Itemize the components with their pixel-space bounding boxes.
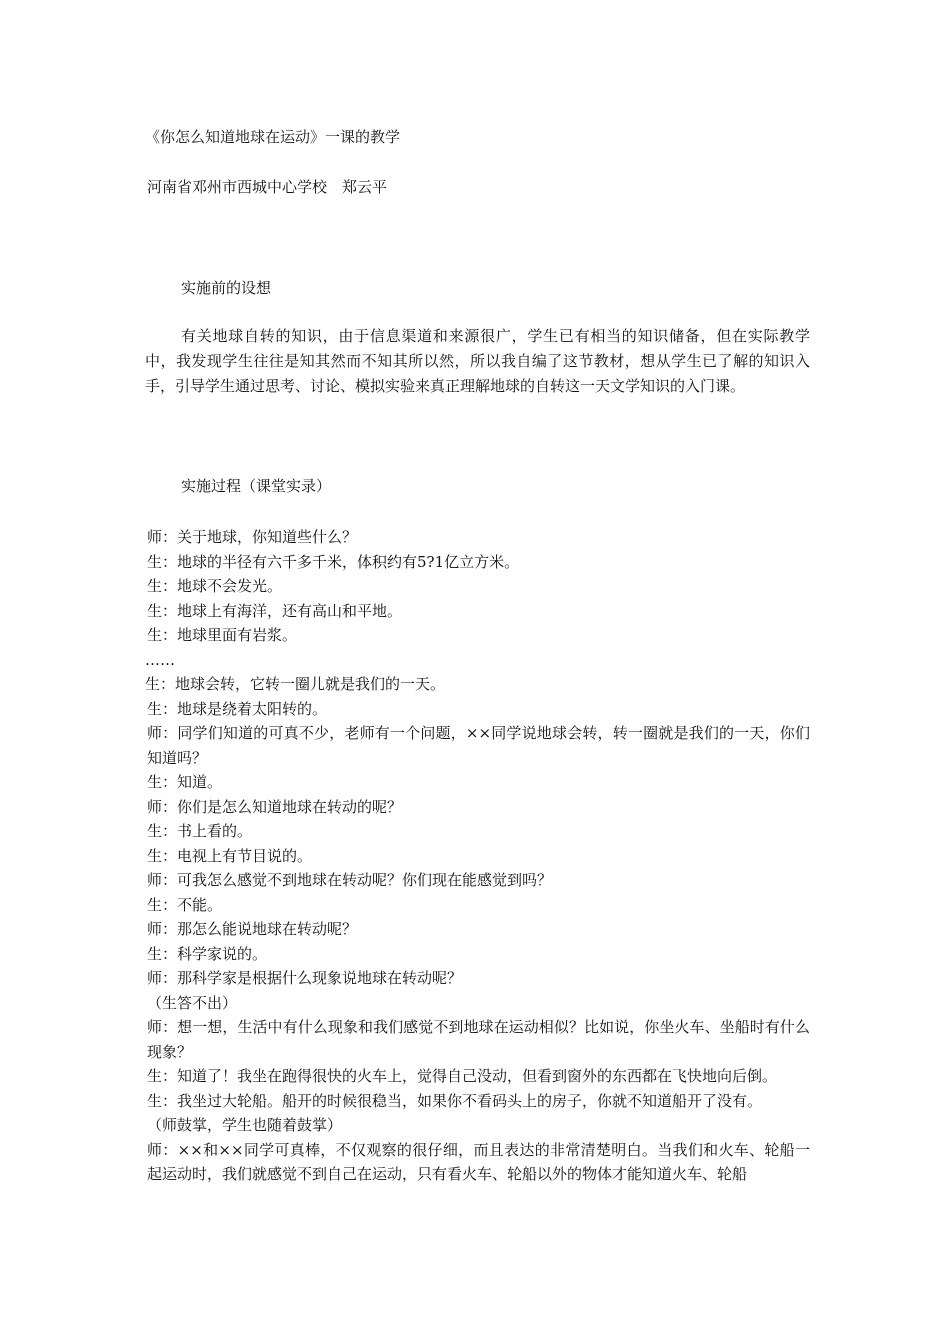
dialogue-line: 生：电视上有节目说的。 <box>147 846 313 865</box>
dialogue-line: 师：关于地球，你知道些什么？ <box>147 528 358 546</box>
dialogue-line: 师：××和××同学可真棒，不仅观察的很仔细，而且表达的非常清楚明白。当我们和火车、轮船一起运动时，我们就感觉不到自己在运动，只有看火车、轮船以外的物体才能知道火车、轮船 <box>147 1140 810 1183</box>
section-heading-plan: 实施前的设想 <box>181 279 272 297</box>
dialogue-line: 师：同学们知道的可真不少，老师有一个问题，××同学说地球会转，转一圈就是我们的一天，你们知道吗？ <box>147 724 810 767</box>
dialogue-ellipsis: …… <box>145 650 175 669</box>
dialogue-stage-note: （师鼓掌，学生也随着鼓掌） <box>147 1116 343 1134</box>
dialogue-line: 师：想一想，生活中有什么现象和我们感觉不到地球在运动相似？比如说，你坐火车、坐船时有什么现象？ <box>147 1018 810 1061</box>
section-paragraph-plan: 有关地球自转的知识，由于信息渠道和来源很广，学生已有相当的知识储备，但在实际教学中，我发现学生往往是知其然而不知其所以然，所以我自编了这节教材，想从学生已了解的知识入手，引导学生通过思考、讨论、模拟实验来真正理解地球的自转这一天文学知识的入门课。 <box>145 327 810 395</box>
dialogue-stage-note: （生答不出） <box>147 993 238 1012</box>
dialogue-line: 师：那科学家是根据什么现象说地球在转动呢？ <box>147 969 463 987</box>
section-heading-process: 实施过程（课堂实录） <box>181 477 332 495</box>
dialogue-line: 生：不能。 <box>147 895 223 914</box>
dialogue-line: 生：知道了！我坐在跑得很快的火车上，觉得自己没动，但看到窗外的东西都在飞快地向后倒。 <box>147 1067 778 1085</box>
dialogue-line: 师：你们是怎么知道地球在转动的呢？ <box>147 797 403 816</box>
dialogue-line: 生：地球的半径有六千多千米，体积约有5?1亿立方米。 <box>147 552 520 571</box>
dialogue-line: 生：地球里面有岩浆。 <box>147 626 298 644</box>
dialogue-line: 生：地球不会发光。 <box>147 577 283 595</box>
dialogue-line: 生：我坐过大轮船。船开的时候很稳当，如果你不看码头上的房子，你就不知道船开了没有。 <box>147 1091 763 1110</box>
dialogue-line: 生：地球上有海洋，还有高山和平地。 <box>147 601 403 620</box>
dialogue-line: 生：科学家说的。 <box>147 944 268 963</box>
document-title: 《你怎么知道地球在运动》一课的教学 <box>145 128 401 146</box>
dialogue-line: 师：那怎么能说地球在转动呢？ <box>147 920 358 938</box>
document-author: 河南省邓州市西城中心学校 郑云平 <box>147 178 388 196</box>
dialogue-line: 生：地球会转，它转一圈儿就是我们的一天。 <box>145 675 446 693</box>
dialogue-line: 生：书上看的。 <box>147 822 253 840</box>
dialogue-line: 生：地球是绕着太阳转的。 <box>147 699 328 718</box>
classroom-dialogue <box>145 525 810 1187</box>
dialogue-line: 生：知道。 <box>147 773 223 791</box>
dialogue-line: 师：可我怎么感觉不到地球在转动呢？你们现在能感觉到吗？ <box>147 871 553 889</box>
